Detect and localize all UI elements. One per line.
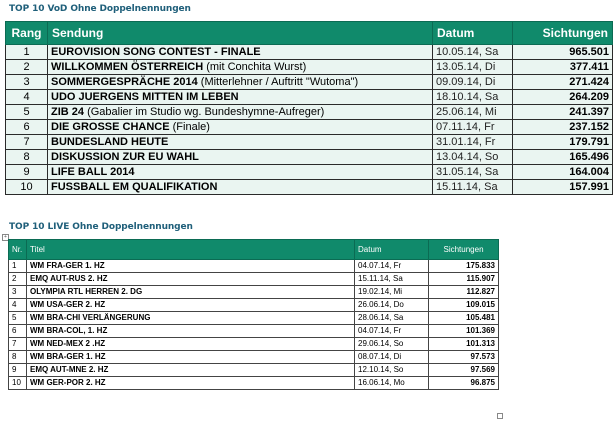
live-views-cell: 97.569 — [429, 364, 499, 377]
live-views-cell: 115.907 — [429, 273, 499, 286]
live-show-cell: WM GER-POR 2. HZ — [27, 377, 355, 390]
vod-table-row — [6, 165, 613, 180]
vod-show-cell — [48, 60, 433, 75]
vod-header-row — [6, 22, 613, 45]
live-rank-cell: 5 — [9, 312, 27, 325]
vod-views-cell: 165.496 — [513, 150, 613, 165]
live-table-row — [9, 351, 499, 364]
vod-views-cell: 377.411 — [513, 60, 613, 75]
live-views-cell: 97.573 — [429, 351, 499, 364]
vod-show-cell — [48, 105, 433, 120]
vod-table-row — [6, 90, 613, 105]
vod-rank-cell: 5 — [6, 105, 48, 120]
live-date-cell: 04.07.14, Fr — [355, 325, 429, 338]
live-rank-cell: 6 — [9, 325, 27, 338]
vod-date-cell: 31.05.14, Sa — [433, 165, 513, 180]
live-header-views: Sichtungen — [429, 240, 499, 260]
vod-show-cell — [48, 90, 433, 105]
vod-show-extra: (Finale) — [169, 121, 210, 133]
vod-show-extra: (Mitterlehner / Auftritt "Wutoma") — [197, 76, 359, 88]
live-date-cell: 28.06.14, Sa — [355, 312, 429, 325]
live-header-date: Datum — [355, 240, 429, 260]
live-date-cell: 15.11.14, Sa — [355, 273, 429, 286]
vod-rank-cell: 8 — [6, 150, 48, 165]
vod-rank-cell: 10 — [6, 180, 48, 195]
live-table-row — [9, 260, 499, 273]
vod-show-cell — [48, 45, 433, 60]
vod-views-cell: 179.791 — [513, 135, 613, 150]
vod-show-title: UDO JUERGENS MITTEN IM LEBEN — [51, 91, 239, 103]
vod-show-title: DISKUSSION ZUR EU WAHL — [51, 151, 199, 163]
vod-table-row — [6, 180, 613, 195]
live-table-row — [9, 286, 499, 299]
vod-date-cell: 07.11.14, Fr — [433, 120, 513, 135]
vod-table-title: TOP 10 VoD Ohne Doppelnennungen — [9, 4, 191, 14]
vod-show-cell — [48, 120, 433, 135]
vod-views-cell: 264.209 — [513, 90, 613, 105]
live-table-row — [9, 273, 499, 286]
live-header-row — [9, 240, 499, 260]
vod-header-date: Datum — [433, 22, 513, 45]
live-views-cell: 101.369 — [429, 325, 499, 338]
vod-views-cell: 241.397 — [513, 105, 613, 120]
live-date-cell: 12.10.14, So — [355, 364, 429, 377]
live-header-rank: Nr. — [9, 240, 27, 260]
live-show-cell: WM BRA-COL, 1. HZ — [27, 325, 355, 338]
vod-table-row — [6, 75, 613, 90]
vod-views-cell: 965.501 — [513, 45, 613, 60]
live-table-row — [9, 377, 499, 390]
vod-show-title: BUNDESLAND HEUTE — [51, 136, 169, 148]
live-views-cell: 101.313 — [429, 338, 499, 351]
vod-views-cell: 271.424 — [513, 75, 613, 90]
live-show-cell: WM BRA-GER 1. HZ — [27, 351, 355, 364]
vod-show-title: LIFE BALL 2014 — [51, 166, 135, 178]
vod-show-title: EUROVISION SONG CONTEST - FINALE — [51, 46, 261, 58]
live-show-cell: WM USA-GER 2. HZ — [27, 299, 355, 312]
vod-rank-cell: 9 — [6, 165, 48, 180]
live-show-cell: OLYMPIA RTL HERREN 2. DG — [27, 286, 355, 299]
vod-table-row — [6, 150, 613, 165]
live-show-cell: EMQ AUT-MNE 2. HZ — [27, 364, 355, 377]
vod-date-cell: 25.06.14, Mi — [433, 105, 513, 120]
vod-date-cell: 13.04.14, So — [433, 150, 513, 165]
vod-rank-cell: 6 — [6, 120, 48, 135]
live-show-cell: WM FRA-GER 1. HZ — [27, 260, 355, 273]
vod-table-row — [6, 135, 613, 150]
vod-show-extra: (mit Conchita Wurst) — [203, 61, 307, 73]
live-header-show: Titel — [27, 240, 355, 260]
live-date-cell: 08.07.14, Di — [355, 351, 429, 364]
vod-show-extra: (Gabalier im Studio wg. Bundeshymne-Aufreger) — [84, 106, 325, 118]
vod-header-rank: Rang — [6, 22, 48, 45]
vod-show-title: DIE GROSSE CHANCE — [51, 121, 170, 133]
vod-show-cell — [48, 165, 433, 180]
vod-top10-table — [5, 21, 613, 195]
vod-table-row — [6, 60, 613, 75]
live-date-cell: 29.06.14, So — [355, 338, 429, 351]
vod-rank-cell: 3 — [6, 75, 48, 90]
vod-show-title: FUSSBALL EM QUALIFIKATION — [51, 181, 218, 193]
vod-views-cell: 164.004 — [513, 165, 613, 180]
live-views-cell: 112.827 — [429, 286, 499, 299]
live-date-cell: 16.06.14, Mo — [355, 377, 429, 390]
live-rank-cell: 10 — [9, 377, 27, 390]
vod-date-cell: 18.10.14, Sa — [433, 90, 513, 105]
live-show-cell: WM NED-MEX 2 .HZ — [27, 338, 355, 351]
vod-rank-cell: 4 — [6, 90, 48, 105]
live-table-row — [9, 299, 499, 312]
vod-rank-cell: 7 — [6, 135, 48, 150]
table-move-handle-icon[interactable]: + — [2, 234, 9, 241]
vod-views-cell: 157.991 — [513, 180, 613, 195]
live-table-row — [9, 325, 499, 338]
vod-date-cell: 13.05.14, Di — [433, 60, 513, 75]
vod-header-show: Sendung — [48, 22, 433, 45]
live-rank-cell: 4 — [9, 299, 27, 312]
live-views-cell: 96.875 — [429, 377, 499, 390]
vod-table-row — [6, 120, 613, 135]
vod-show-cell — [48, 75, 433, 90]
vod-date-cell: 31.01.14, Fr — [433, 135, 513, 150]
live-views-cell: 109.015 — [429, 299, 499, 312]
vod-show-cell — [48, 180, 433, 195]
vod-date-cell: 09.09.14, Di — [433, 75, 513, 90]
vod-views-cell: 237.152 — [513, 120, 613, 135]
live-top10-table — [8, 239, 499, 390]
live-table-row — [9, 338, 499, 351]
vod-date-cell: 10.05.14, Sa — [433, 45, 513, 60]
live-show-cell: EMQ AUT-RUS 2. HZ — [27, 273, 355, 286]
live-table-row — [9, 312, 499, 325]
vod-show-title: SOMMERGESPRÄCHE 2014 — [51, 76, 198, 88]
vod-show-cell — [48, 135, 433, 150]
vod-rank-cell: 2 — [6, 60, 48, 75]
vod-table-row — [6, 45, 613, 60]
live-rank-cell: 7 — [9, 338, 27, 351]
live-views-cell: 175.833 — [429, 260, 499, 273]
live-date-cell: 19.02.14, Mi — [355, 286, 429, 299]
live-date-cell: 26.06.14, Do — [355, 299, 429, 312]
live-rank-cell: 8 — [9, 351, 27, 364]
vod-date-cell: 15.11.14, Sa — [433, 180, 513, 195]
vod-show-cell — [48, 150, 433, 165]
live-rank-cell: 9 — [9, 364, 27, 377]
live-views-cell: 105.481 — [429, 312, 499, 325]
live-rank-cell: 3 — [9, 286, 27, 299]
vod-rank-cell: 1 — [6, 45, 48, 60]
live-rank-cell: 2 — [9, 273, 27, 286]
vod-show-title: ZIB 24 — [51, 106, 85, 118]
vod-table-row — [6, 105, 613, 120]
vod-show-title: WILLKOMMEN ÖSTERREICH — [51, 61, 204, 73]
live-rank-cell: 1 — [9, 260, 27, 273]
live-table-row — [9, 364, 499, 377]
live-show-cell: WM BRA-CHI VERLÄNGERUNG — [27, 312, 355, 325]
live-date-cell: 04.07.14, Fr — [355, 260, 429, 273]
live-table-title: TOP 10 LIVE Ohne Doppelnennungen — [9, 222, 193, 232]
vod-header-views: Sichtungen — [513, 22, 613, 45]
table-resize-handle-icon[interactable] — [497, 413, 503, 419]
